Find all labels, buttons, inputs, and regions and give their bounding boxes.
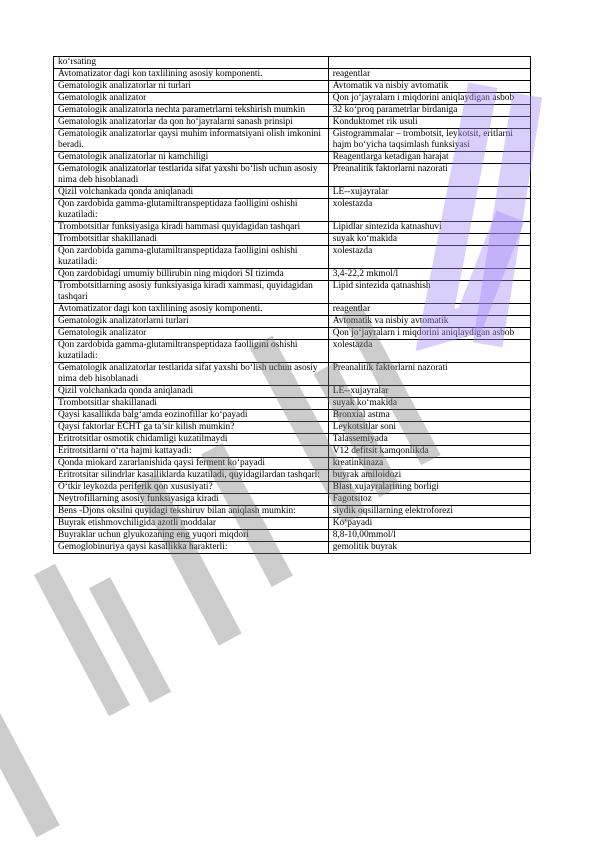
answer-cell: siydik oqsillarning elektroforezi [328,506,530,518]
answer-cell: suyak ko‘makida [328,234,530,246]
table-row [54,482,531,494]
answer-cell: suyak ko‘makida [328,398,530,410]
question-cell: Qon zardobida gamma-glutamiltranspeptidaza faolligini oshishi kuzatiladi: [54,199,329,222]
question-cell: Bens -Djons oksilni quyidagi tekshiruv bilan aniqlash mumkin: [54,506,329,518]
table-row [54,422,531,434]
answer-cell: Bronxial astma [328,410,530,422]
table-row [54,386,531,398]
question-cell: Trombotsitlar shakillanadi [54,398,329,410]
question-cell: Gematologik analizator [54,93,329,105]
question-cell: Qizil volchankada qonda aniqlanadi [54,187,329,199]
question-cell: Qonda miokard zararlanishida qaysi ferment ko‘payadi [54,458,329,470]
table-row [54,187,531,199]
answer-cell: Lipid sintezida qatnashish [328,281,530,304]
table-row [54,316,531,328]
answer-cell: 8,8-10,00mmol/l [328,530,530,542]
table-row [54,93,531,105]
answer-cell: Avtomatik va nisbiy avtomatik [328,81,530,93]
answer-cell: Avtomatik va nisbiy avtomatik [328,316,530,328]
table-row [54,494,531,506]
question-cell: Qaysi kasallikda balg‘amda eozinofillar ko‘payadi [54,410,329,422]
answer-cell: gemolitik buyrak [328,542,530,554]
table-row [54,234,531,246]
answer-cell: Talassemiyada [328,434,530,446]
answer-cell [328,57,530,69]
table-row [54,81,531,93]
question-cell: Qon zardobida gamma-glutamiltranspeptidaza faolligini oshishi kuzatiladi: [54,340,329,363]
table-row [54,304,531,316]
table-row [54,222,531,234]
question-cell: O‘tkir leykozda periferik qon xususiyati? [54,482,329,494]
answer-cell: Blast xujayralarining borligi [328,482,530,494]
question-cell: Gematologik analizatorlar ni kamchiligi [54,152,329,164]
question-cell: Eritrotsitar silindrlar kasalliklarda kuzatiladi, quyidagilardan tashqari: [54,470,329,482]
answer-cell: Reagentlarga ketadigan harajat [328,152,530,164]
table-row [54,363,531,386]
question-cell: Gematologik analizatorla nechta parametrlarni tekshirish mumkin [54,105,329,117]
answer-cell: Preanalitik faktorlarni nazorati [328,164,530,187]
table-row [54,199,531,222]
answer-cell: Gistogrammalar – trombotsit, leykotsit, eritlarni hajm bo‘yicha taqsimlash funksiyasi [328,129,530,152]
answer-cell: Qon jo‘jayralarn i miqdorini aniqlaydigan asbob [328,328,530,340]
answer-cell: kreatinkinaza [328,458,530,470]
table-row [54,410,531,422]
qa-table [53,56,531,554]
question-cell: Qaysi faktorlar ECHT ga ta’sir kilish mumkin? [54,422,329,434]
table-row [54,117,531,129]
table-row [54,446,531,458]
table-row [54,328,531,340]
question-cell: Eritrotsitlarni o‘rta hajmi kattayadi: [54,446,329,458]
answer-cell: reagentlar [328,69,530,81]
qa-table-body [54,57,531,554]
table-row [54,129,531,152]
table-row [54,340,531,363]
table-row [54,434,531,446]
table-row [54,69,531,81]
answer-cell: Leykotsitlar soni [328,422,530,434]
question-cell: Qizil volchankada qonda aniqlanadi [54,386,329,398]
answer-cell: Konduktomet rik usuli [328,117,530,129]
answer-cell: Lipidlar sintezida katnashuvi [328,222,530,234]
table-row [54,246,531,269]
answer-cell: xolestazda [328,340,530,363]
question-cell: Gematologik analizatorlar testlarida sifat yaxshi bo‘lish uchun asosiy nima deb hisoblanadi [54,363,329,386]
question-cell: Eritrotsitlar osmotik chidamligi kuzatilmaydi [54,434,329,446]
answer-cell: xolestazda [328,199,530,222]
question-cell: Trombotsitlar shakillanadi [54,234,329,246]
table-row [54,458,531,470]
question-cell: Gematologik analizatorlar da qon ho‘jayralarni sanash prinsipi [54,117,329,129]
question-cell: ko‘rsating [54,57,329,69]
table-row [54,105,531,117]
table-row [54,152,531,164]
question-cell: Buyrak etishmovchiligida azotli moddalar [54,518,329,530]
table-row [54,281,531,304]
question-cell: Gematologik analizatorlar testlarida sifat yaxshi bo‘lish uchun asosiy nima deb hisoblanadi [54,164,329,187]
question-cell: Gematologik analizatorlarni turlari [54,316,329,328]
question-cell: Gematologik analizatorlar ni turlari [54,81,329,93]
answer-cell: buyrak amiloidozi [328,470,530,482]
answer-cell: xolestazda [328,246,530,269]
answer-cell: V12 defitsit kamqonlikda [328,446,530,458]
question-cell: Trombotsitlarning asosiy funksiyasiga kiradi xammasi, quyidagidan tashqari [54,281,329,304]
answer-cell: Fagotsitoz [328,494,530,506]
answer-cell: Ko‘payadi [328,518,530,530]
question-cell: Gemoglobinuriya qaysi kasallikka harakterli: [54,542,329,554]
question-cell: Avtomatizator dagi kon taxlilining asosiy komponenti. [54,304,329,316]
table-row [54,398,531,410]
answer-cell: LE--xujayralar [328,386,530,398]
question-cell: Gematologik analizator [54,328,329,340]
table-row [54,164,531,187]
answer-cell: Preanalitik faktorlarni nazorati [328,363,530,386]
answer-cell: 3,4-22,2 mkmol/l [328,269,530,281]
answer-cell: LE--xujayralar [328,187,530,199]
question-cell: Neytrofillarning asosiy funksiyasiga kiradi [54,494,329,506]
answer-cell: Qon jo‘jayralarn i miqdorini aniqlaydigan asbob [328,93,530,105]
table-row [54,57,531,69]
table-row [54,518,531,530]
question-cell: Gematologik analizatorlar qaysi muhim informatsiyani olish imkonini beradi. [54,129,329,152]
answer-cell: 32 ko‘proq parametrlar birdaniga [328,105,530,117]
table-row [54,506,531,518]
table-row [54,470,531,482]
question-cell: Avtomatizator dagi kon taxlilining asosiy komponenti. [54,69,329,81]
question-cell: Qon zardobidagi umumiy billirubin ning miqdori SI tizimda [54,269,329,281]
table-row [54,269,531,281]
table-row [54,542,531,554]
question-cell: Buyraklar uchun glyukozaning eng yuqori miqdori [54,530,329,542]
question-cell: Trombotsitlar funksiyasiga kiradi hammasi quyidagidan tashqari [54,222,329,234]
question-cell: Qon zardobida gamma-glutamiltranspeptidaza faolligini oshishi kuzatiladi: [54,246,329,269]
table-row [54,530,531,542]
answer-cell: reagentlar [328,304,530,316]
